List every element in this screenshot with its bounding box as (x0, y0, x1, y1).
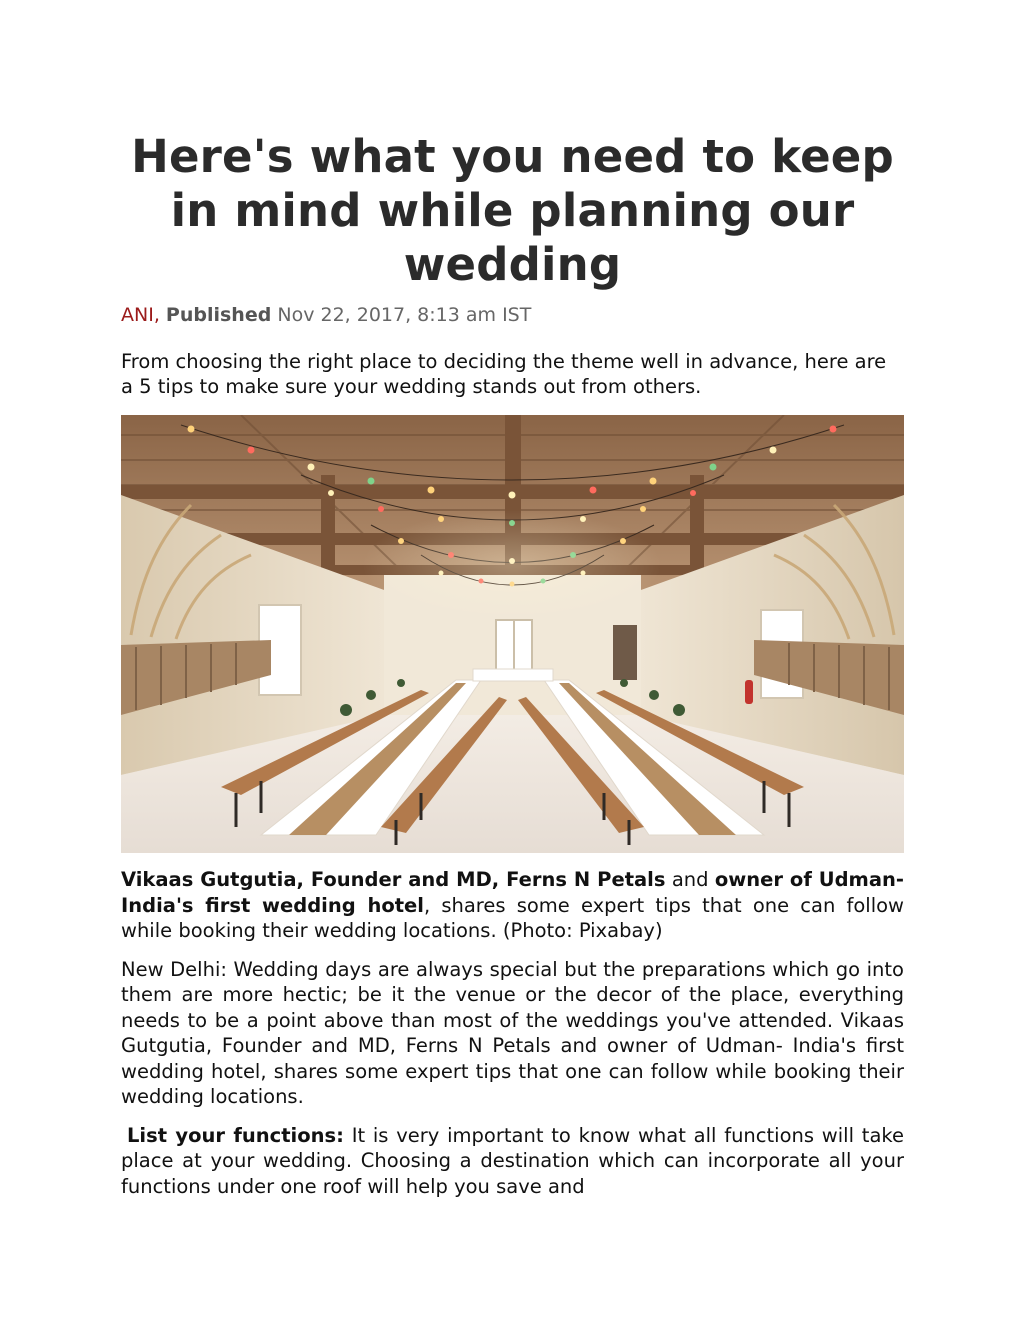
photo-caption (121, 867, 904, 944)
caption-text-rest: , shares some expert tips that one can follow while booking their wedding locations. (Photo: Pixabay) (121, 893, 905, 942)
caption-bold-hotel: owner of Udman- India's first wedding hotel (121, 868, 904, 917)
caption-bold-name: Vikaas Gutgutia, Founder and MD, Ferns N Petals (121, 868, 666, 891)
wedding-hall-photo (121, 415, 904, 853)
tip-paragraph (121, 1123, 904, 1200)
byline (121, 303, 904, 327)
article-headline: Here's what you need to keep in mind while planning our wedding (131, 130, 894, 291)
tip-heading: List your functions: (127, 1123, 344, 1147)
article-summary: From choosing the right place to deciding the theme well in advance, here are a 5 tips to make sure your wedding stands out from others. (121, 350, 887, 398)
tip-text: It is very important to know what all functions will take place at your wedding. Choosing a destination which can incorporate all your functions under one roof will help you save and (121, 1123, 904, 1198)
caption-text-connector: and (665, 868, 715, 891)
byline-date: Nov 22, 2017, 8:13 am IST (277, 304, 532, 326)
article-photo (121, 415, 904, 853)
byline-published-label: Published (165, 304, 272, 326)
body-paragraph: New Delhi: Wedding days are always special but the preparations which go into them are more hectic; be it the venue or the decor of the place, everything needs to be a point above than most of the weddings you've attended. Vikaas Gutgutia, Founder and MD, Ferns N Petals and owner of Udman- India's first wedding hotel, shares some expert tips that one can follow while booking their wedding locations. (121, 957, 904, 1108)
byline-source[interactable]: ANI, (121, 304, 160, 326)
article (121, 130, 904, 1199)
